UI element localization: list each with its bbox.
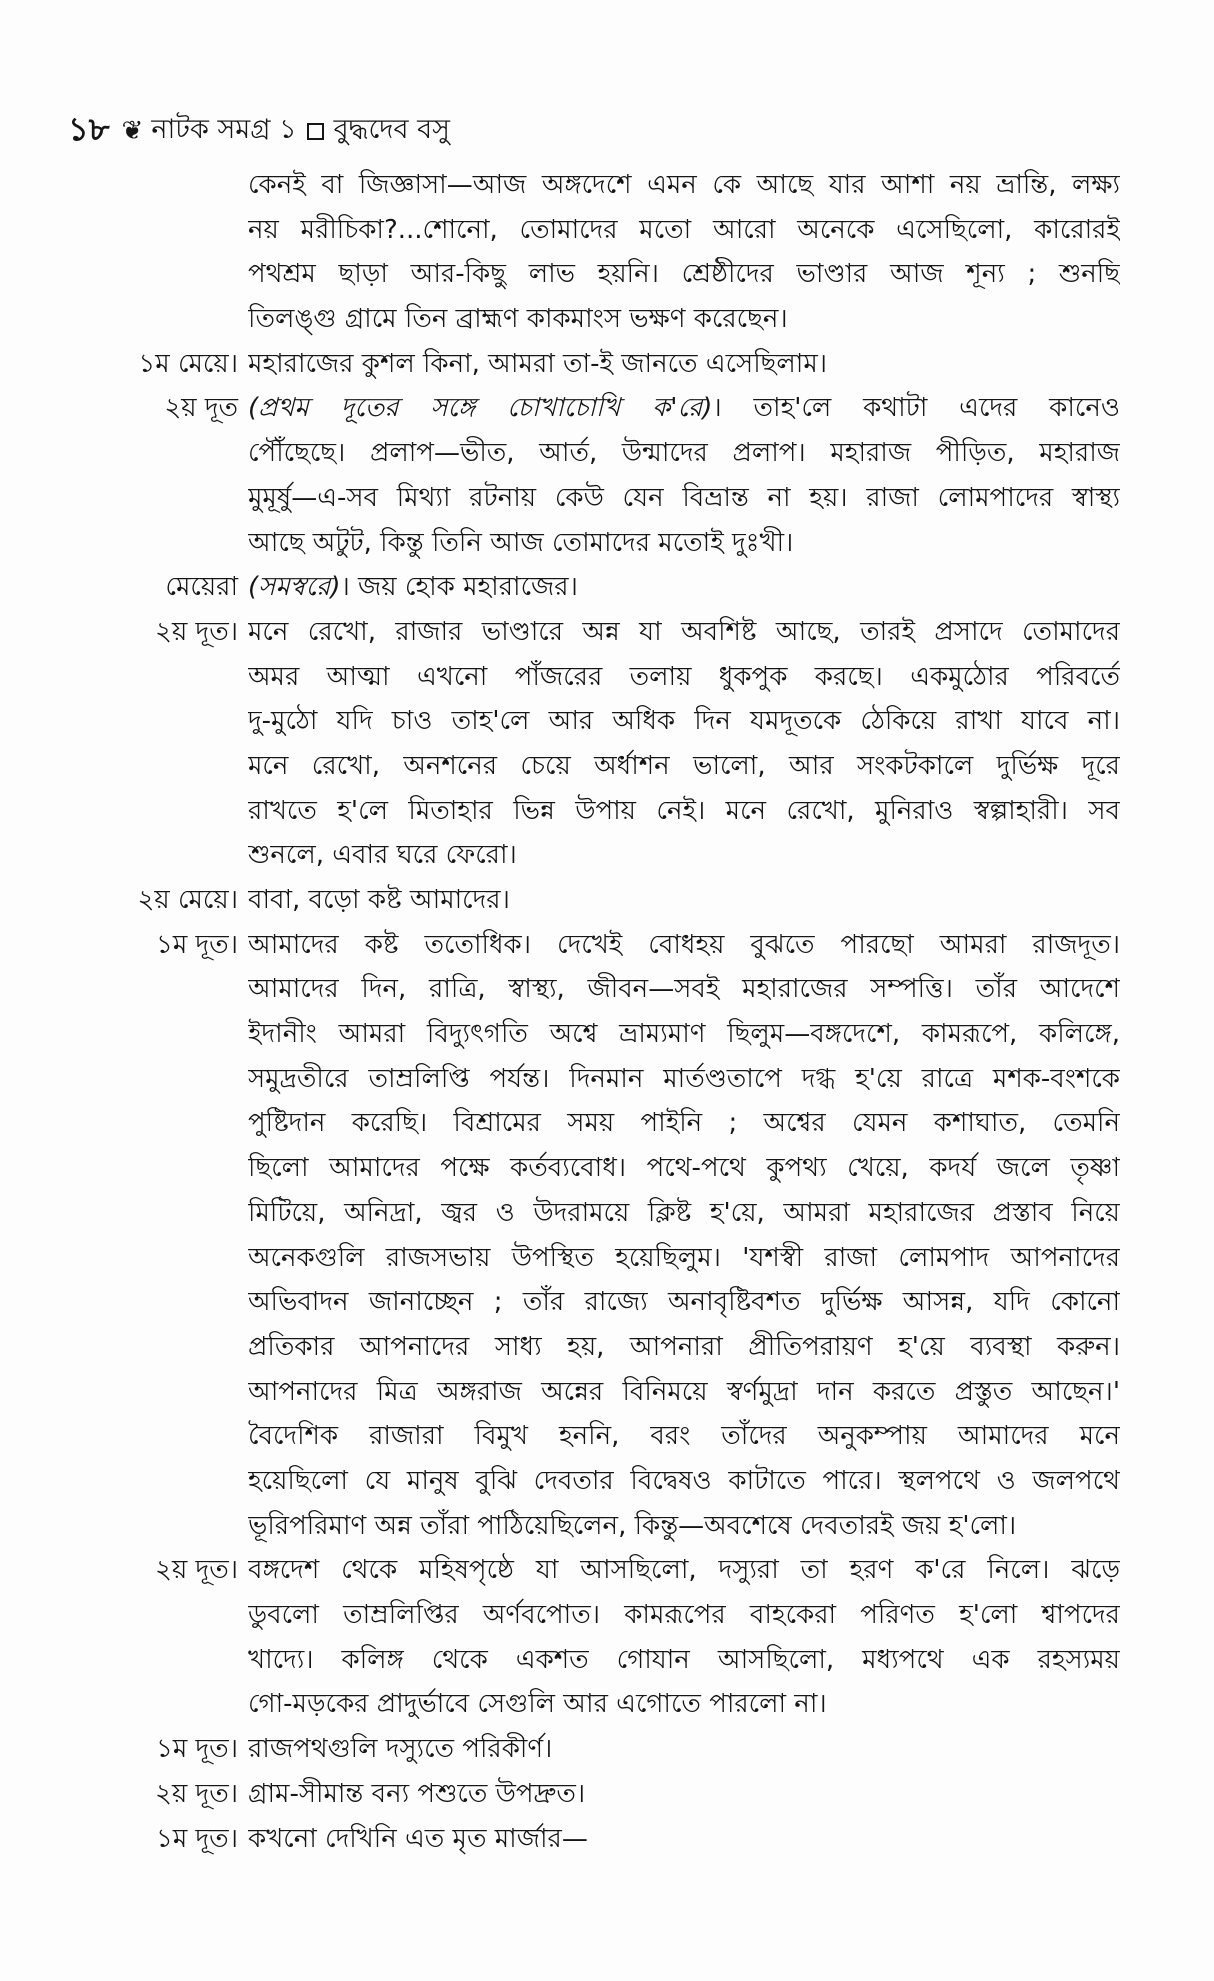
stage-direction: (সমস্বরে) [248,572,341,603]
running-header [68,104,450,158]
text-line [248,1772,1120,1817]
dialogue-speech [90,386,1120,565]
line-text: ভূরিপরিমাণ অন্ন তাঁরা পাঠিয়েছিলেন, কিন্তু—অবশেষে দেবতারই জয় হ'লো। [248,1510,1017,1541]
line-text: পথশ্রম ছাড়া আর-কিছু লাভ হয়নি। শ্রেষ্ঠীদের ভাণ্ডার আজ শূন্য ; শুনছি [248,259,1120,290]
text-line [248,252,1120,297]
line-text: পুষ্টিদান করেছি। বিশ্রামের সময় পাইনি ; অশ্বের যেমন কশাঘাত, তেমনি [248,1108,1120,1139]
line-text: ইদানীং আমরা বিদ্যুৎগতি অশ্বে ভ্রাম্যমাণ ছিলুম—বঙ্গদেশে, কামরূপে, কলিঙ্গে, [248,1019,1120,1050]
text-line [248,655,1120,700]
speech-lines [248,342,1120,387]
text-line [248,342,1120,387]
speaker-label: ২য় দূত। [155,616,238,647]
speaker-label [90,163,248,342]
text-line [248,163,1120,208]
line-text: হয়েছিলো যে মানুষ বুঝি দেবতার বিদ্বেষও কাটাতে পারে। স্থলপথে ও জলপথে [248,1465,1120,1496]
speech-lines [248,878,1120,923]
text-line [248,1012,1120,1057]
line-text: সমুদ্রতীরে তাম্রলিপ্তি পর্যন্ত। দিনমান মার্তণ্ডতাপে দগ্ধ হ'য়ে রাত্রে মশক-বংশকে [248,1063,1120,1094]
text-line [248,1682,1120,1727]
line-text: আমাদের দিন, রাত্রি, স্বাস্থ্য, জীবন—সবই মহারাজের সম্পত্তি। তাঁর আদেশে [248,974,1120,1005]
speech-lines [248,565,1120,610]
book-title: নাটক সমগ্র ১ [151,113,297,145]
speaker-label: মেয়েরা [165,572,238,603]
line-text: বৈদেশিক রাজারা বিমুখ হননি, বরং তাঁদের অনুকম্পায় আমাদের মনে [248,1421,1120,1452]
speech-lines [248,610,1120,878]
text-line [248,1459,1120,1504]
text-line [248,1370,1120,1415]
text-line [248,386,1120,431]
line-text: আপনাদের মিত্র অঙ্গরাজ অন্নের বিনিময়ে স্বর্ণমুদ্রা দান করতে প্রস্তুত আছেন।' [248,1376,1120,1407]
line-text: অনেকগুলি রাজসভায় উপস্থিত হয়েছিলুম। 'যশস্বী রাজা লোমপাদ আপনাদের [248,1242,1120,1273]
dialogue-speech [90,923,1120,1549]
author-name: বুদ্ধদেব বসু [333,113,450,145]
text-line [248,1236,1120,1281]
speech-lines [248,1548,1120,1727]
line-text: প্রতিকার আপনাদের সাধ্য হয়, আপনারা প্রীতিপরায়ণ হ'য়ে ব্যবস্থা করুন। [248,1331,1120,1362]
text-line [248,297,1120,342]
line-text: মহারাজের কুশল কিনা, আমরা তা-ই জানতে এসেছিলাম। [248,348,828,379]
line-text: আমাদের কষ্ট ততোধিক। দেখেই বোধহয় বুঝতে পারছো আমরা রাজদূত। [248,929,1120,960]
speech-lines [248,386,1120,565]
line-text: বঙ্গদেশ থেকে মহিষপৃষ্ঠে যা আসছিলো, দস্যুরা তা হরণ ক'রে নিলে। ঝড়ে [248,1555,1120,1586]
speaker-label: ২য় দূত। [155,1555,238,1586]
line-text: কখনো দেখিনি এত মৃত মার্জার— [248,1823,588,1854]
text-line [248,699,1120,744]
text-line [248,1325,1120,1370]
dialogue-speech [90,1727,1120,1772]
speaker-label: ১ম মেয়ে। [138,348,238,379]
text-line [248,565,1120,610]
text-line [248,1727,1120,1772]
text-line [248,1593,1120,1638]
line-text: মুমূর্ষু—এ-সব মিথ্যা রটনায় কেউ যেন বিভ্রান্ত না হয়। রাজা লোমপাদের স্বাস্থ্য [248,482,1120,513]
line-text: গো-মড়কের প্রাদুর্ভাবে সেগুলি আর এগোতে পারলো না। [248,1689,827,1720]
page-number: ১৮ [68,110,110,148]
line-text: ডুবলো তাম্রলিপ্তির অর্ণবপোত। কামরূপের বাহকেরা পরিণত হ'লো শ্বাপদের [248,1600,1120,1631]
speech-lines [248,163,1120,342]
line-text: নয় মরীচিকা?...শোনো, তোমাদের মতো আরো অনেকে এসেছিলো, কারোরই [248,214,1120,245]
line-text: মনে রেখো, রাজার ভাণ্ডারে অন্ন যা অবশিষ্ট আছে, তারই প্রসাদে তোমাদের [248,616,1120,647]
text-line [248,431,1120,476]
text-line [248,1280,1120,1325]
text-line [248,878,1120,923]
line-text: শুনলে, এবার ঘরে ফেরো। [248,840,517,871]
dialogue-speech [90,878,1120,923]
ornament-icon: ❦ [121,116,144,146]
text-line [248,1146,1120,1191]
line-text: দু-মুঠো যদি চাও তাহ'লে আর অধিক দিন যমদূতকে ঠেকিয়ে রাখা যাবে না। [248,706,1120,737]
square-separator-icon [307,123,324,140]
text-line [248,476,1120,521]
line-text: আছে অটুট, কিন্তু তিনি আজ তোমাদের মতোই দুঃখী। [248,527,794,558]
speaker-label: ১ম দূত। [155,1734,238,1765]
text-line [248,789,1120,834]
line-text: । জয় হোক মহারাজের। [340,572,578,603]
text-line [248,208,1120,253]
line-text: অভিবাদন জানাচ্ছেন ; তাঁর রাজ্যে অনাবৃষ্টিবশত দুর্ভিক্ষ আসন্ন, যদি কোনো [248,1287,1120,1318]
dialogue-speech [90,163,1120,342]
line-text: । তাহ'লে কথাটা এদের কানেও [712,393,1120,424]
line-text: খাদ্যে। কলিঙ্গ থেকে একশত গোযান আসছিলো, মধ্যপথে এক রহস্যময় [248,1644,1120,1675]
line-text: পৌঁছেছে। প্রলাপ—ভীত, আর্ত, উন্মাদের প্রলাপ। মহারাজ পীড়িত, মহারাজ [248,438,1120,469]
line-text: তিলঙ্গু গ্রামে তিন ব্রাহ্মণ কাকমাংস ভক্ষণ করেছেন। [248,304,788,335]
line-text: ছিলো আমাদের পক্ষে কর্তব্যবোধ। পথে-পথে কুপথ্য খেয়ে, কদর্য জলে তৃষ্ণা [248,1153,1120,1184]
text-line [248,610,1120,655]
stage-direction: (প্রথম দূতের সঙ্গে চোখাচোখি ক'রে) [248,393,713,424]
text-line [248,521,1120,566]
text-line [248,1638,1120,1683]
text-line [248,923,1120,968]
dialogue-speech [90,1817,1120,1862]
line-text: অমর আত্মা এখনো পাঁজরের তলায় ধুকপুক করছে। একমুঠোর পরিবর্তে [248,661,1120,692]
text-line [248,1414,1120,1459]
play-text [90,163,1120,1861]
speech-lines [248,1727,1120,1772]
line-text: মনে রেখো, অনশনের চেয়ে অর্ধাশন ভালো, আর সংকটকালে দুর্ভিক্ষ দূরে [248,750,1120,781]
dialogue-speech [90,565,1120,610]
dialogue-speech [90,342,1120,387]
text-line [248,967,1120,1012]
text-line [248,1817,1120,1862]
text-line [248,1548,1120,1593]
text-line [248,1191,1120,1236]
line-text: রাখতে হ'লে মিতাহার ভিন্ন উপায় নেই। মনে রেখো, মুনিরাও স্বল্পাহারী। সব [248,795,1120,826]
line-text: বাবা, বড়ো কষ্ট আমাদের। [248,885,510,916]
text-line [248,1101,1120,1146]
dialogue-speech [90,610,1120,878]
line-text: কেনই বা জিজ্ঞাসা—আজ অঙ্গদেশে এমন কে আছে যার আশা নয় ভ্রান্তি, লক্ষ্য [248,170,1120,200]
dialogue-speech [90,1548,1120,1727]
line-text: গ্রাম-সীমান্ত বন্য পশুতে উপদ্রুত। [248,1778,586,1809]
speech-lines [248,923,1120,1549]
speaker-label: ১ম দূত। [155,929,238,960]
speaker-label: ২য় দূত [164,393,238,424]
speaker-label: ২য় মেয়ে। [137,885,238,916]
text-line [248,833,1120,878]
speech-lines [248,1817,1120,1862]
line-text: মিটিয়ে, অনিদ্রা, জ্বর ও উদরাময়ে ক্লিষ্ট হ'য়ে, আমরা মহারাজের প্রস্তাব নিয়ে [248,1197,1120,1228]
speech-lines [248,1772,1120,1817]
speaker-label: ১ম দূত। [155,1823,238,1854]
text-line [248,1057,1120,1102]
text-line [248,744,1120,789]
line-text: রাজপথগুলি দস্যুতে পরিকীর্ণ। [248,1734,553,1765]
speaker-label: ২য় দূত। [155,1778,238,1809]
dialogue-speech [90,1772,1120,1817]
text-line [248,1504,1120,1549]
